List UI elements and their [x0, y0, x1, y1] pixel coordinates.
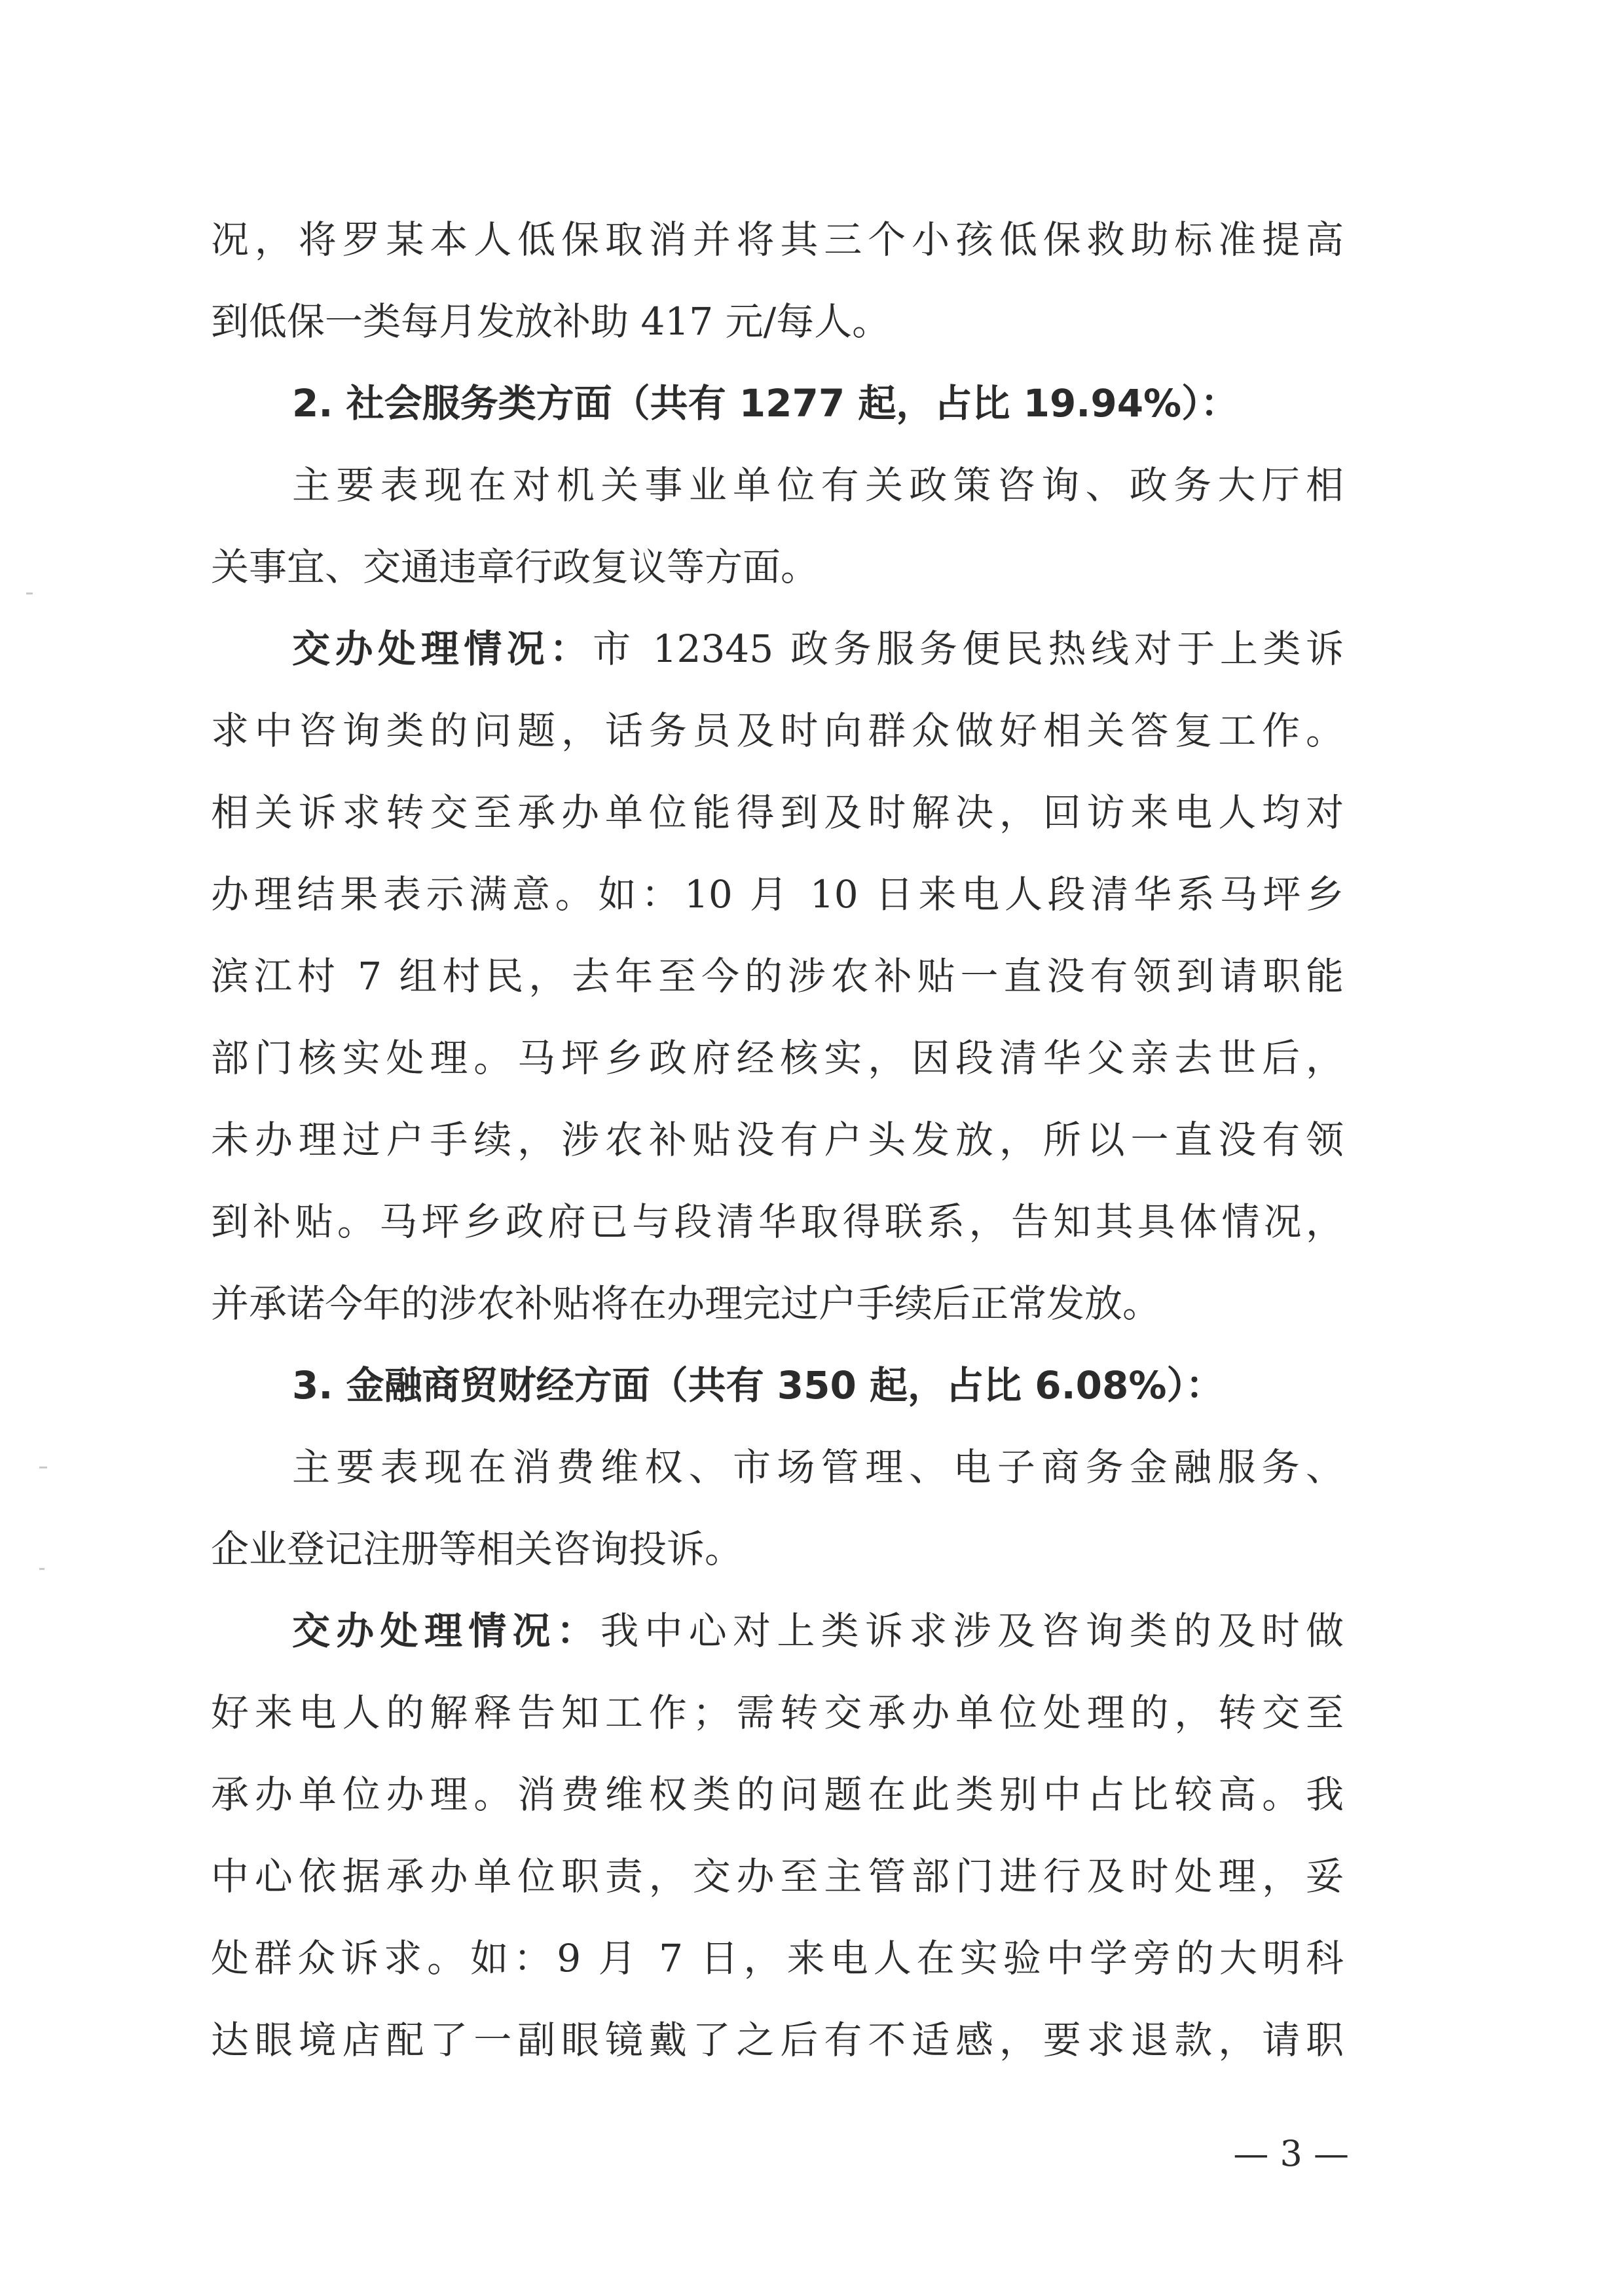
body-line: 到补贴。马坪乡政府已与段清华取得联系，告知其具体情况，	[211, 1199, 1344, 1244]
page-number: — 3 —	[1233, 2133, 1349, 2174]
scan-speck	[39, 1568, 45, 1570]
scan-speck	[39, 1467, 47, 1468]
body-line: 主要表现在消费维权、市场管理、电子商务金融服务、	[292, 1445, 1344, 1489]
body-line: 并承诺今年的涉农补贴将在办理完过户手续后正常发放。	[211, 1281, 1161, 1326]
body-line: 交办处理情况：我中心对上类诉求涉及咨询类的及时做	[292, 1609, 1344, 1653]
inline-bold-label: 交办处理情况：	[292, 627, 593, 671]
body-line: 处群众诉求。如：9 月 7 日，来电人在实验中学旁的大明科	[211, 1936, 1344, 1980]
body-line: 承办单位办理。消费维权类的问题在此类别中占比较高。我	[211, 1772, 1344, 1817]
body-line: 好来电人的解释告知工作；需转交承办单位处理的，转交至	[211, 1690, 1344, 1735]
section-heading: 3. 金融商贸财经方面（共有 350 起，占比 6.08%）：	[292, 1363, 1224, 1408]
body-line: 达眼境店配了一副眼镜戴了之后有不适感，要求退款，请职	[211, 2018, 1344, 2062]
body-line: 关事宜、交通违章行政复议等方面。	[211, 545, 819, 589]
body-line: 交办处理情况：市 12345 政务服务便民热线对于上类诉	[292, 627, 1344, 671]
inline-bold-label: 交办处理情况：	[292, 1609, 601, 1653]
section-heading: 2. 社会服务类方面（共有 1277 起，占比 19.94%）：	[292, 381, 1239, 426]
body-line: 办理结果表示满意。如：10 月 10 日来电人段清华系马坪乡	[211, 872, 1344, 917]
body-line: 况，将罗某本人低保取消并将其三个小孩低保救助标准提高	[211, 217, 1344, 262]
body-line: 企业登记注册等相关咨询投诉。	[211, 1527, 743, 1571]
body-line: 未办理过户手续，涉农补贴没有户头发放，所以一直没有领	[211, 1118, 1344, 1162]
body-line: 相关诉求转交至承办单位能得到及时解决，回访来电人均对	[211, 790, 1344, 835]
body-line: 部门核实处理。马坪乡政府经核实，因段清华父亲去世后，	[211, 1036, 1344, 1080]
scan-speck	[26, 592, 33, 594]
body-line: 求中咨询类的问题，话务员及时向群众做好相关答复工作。	[211, 708, 1344, 753]
body-line: 主要表现在对机关事业单位有关政策咨询、政务大厅相	[292, 463, 1344, 507]
body-line: 到低保一类每月发放补助 417 元/每人。	[211, 299, 891, 344]
body-line: 中心依据承办单位职责，交办至主管部门进行及时处理，妥	[211, 1854, 1344, 1899]
body-line: 滨江村 7 组村民，去年至今的涉农补贴一直没有领到请职能	[211, 954, 1344, 998]
